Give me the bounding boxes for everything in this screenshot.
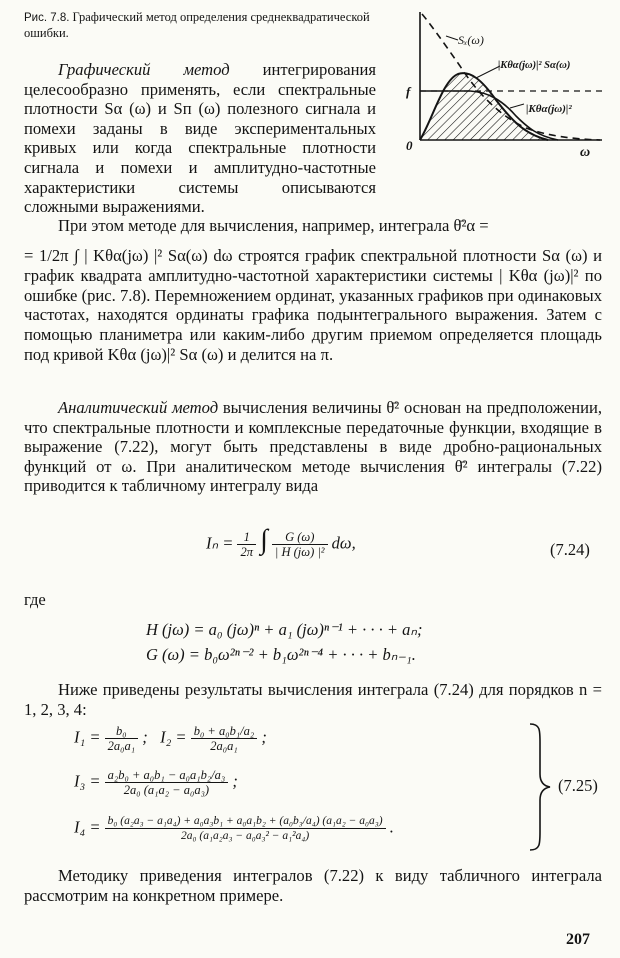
I2-lhs: I₂ = [160,727,187,747]
k-squared-label: |Kθα(jω)|² [526,103,572,115]
integral-sign: ∫ [260,524,268,556]
paragraph-results-intro: Ниже приведены результаты вычисления интеграла (7.24) для порядков n = 1, 2, 3, 4: [24,680,602,719]
I3-fraction: $\frac{\text{a₂b₀ + a₀b₁ − a₀a₁b₂/a₃}}{\text{2a₀ (a₁a₂ − a₀a₃)}}$ [105,768,229,797]
paragraph-graphical-detail-intro: При этом методе для вычисления, например, интеграла θ̄²α = [58,216,489,235]
paragraph-1-text: интегрирования целесообразно применять, если спектральные плотности Sα (ω) и Sп (ω) полезного сигнала и помехи заданы в виде экспериментальных кривых или когда спектральные плотности сигнала и помехи и амплитудно-частотные характеристики системы описываются сложными выражениями. [24,60,376,217]
figure-7-8-graph [398,8,604,162]
s-omega-label: Sₓ(ω) [458,33,484,47]
equation-7-24 [206,524,356,559]
term-analytical-method: Аналитический метод [58,398,219,417]
figure-caption [24,10,389,41]
paragraph-graphical-detail: = 1/2π ∫ | Kθα(jω) |² Sα(ω) dω строятся график спектральной плотности Sα (ω) и график квадрата амплитудно-частотной характеристики системы | Kθα (jω)|² по ошибке (рис. 7.8). Перемножением ординат, указанных графиков при одинаковых частотах, находятся ординаты графика подынтегрального выражения. Затем с помощью планиметра или каким-либо другим приемом определяется площадь под кривой Kθα (jω)|² Sα (ω) и делится на π. [24,246,602,364]
figure-caption-text: Графический метод определения среднеквадратической ошибки. [24,10,370,40]
I1-fraction: $\frac{\text{b₀}}{\text{2a₀a₁}}$ [105,724,138,753]
figure-caption-label: Рис. 7.8. [24,12,70,24]
f-label: f [406,84,411,99]
I3-lhs: I₃ = [74,771,101,791]
equation-I4: I₄ = $\frac{\text{b₀ (a₂a₃ − a₁a₄) + a₀a₃b₁ + a₀a₁b₂ + (a₀b₃/a₄) (a₁a₂ − a₀a₃)}}{\text{2a₀ (a₁a₂a₃ − a₀a₃² − a₁²a₄)}}$ . [74,815,394,842]
paragraph-3-text: вычисления величины θ̄² основан на предположении, что спектральные плотности и комплексные передаточные функции, входящие в выражение (7.22), могут быть представлены в виде дробно-рациональных функций от ω. При аналитическом методе вычисления θ̄² интегралы (7.22) приводится к табличному интегралу вида [24,398,602,496]
page-number: 207 [566,931,590,948]
equation-G: G (ω) = b₀ω²ⁿ⁻² + b₁ω²ⁿ⁻⁴ + · · · + bₙ₋₁. [146,645,416,664]
right-brace [526,722,554,852]
paragraph-conclusion: Методику приведения интегралов (7.22) к виду табличного интеграла рассмотрим на конкретном примере. [24,866,602,905]
I2-fraction: $\frac{\text{b₀ + a₀b₁/a₂}}{\text{2a₀a₁}}$ [191,724,258,753]
I4-fraction: $\frac{\text{b₀ (a₂a₃ − a₁a₄) + a₀a₃b₁ + a₀a₁b₂ + (a₀b₃/a₄) (a₁a₂ − a₀a₃)}}{\text{2a₀ (a₁a₂a₃ − a₀a₃² − a₁²a₄)}}$ [105,814,386,843]
eq24-integrand: $\frac{G (\omega)}{\text{| H (jω) |²}}$ [272,530,328,559]
equation-7-24-number: (7.24) [550,540,590,559]
paragraph-analytical-method [24,398,602,496]
equation-7-25-number: (7.25) [558,776,598,795]
origin-label: 0 [406,138,413,153]
I4-lhs: I₄ = [74,817,101,837]
eq24-tail: dω, [331,533,356,553]
paragraph-graphical-method [24,60,376,217]
eq24-prefactor: $\frac{1}{2\pi}$ [237,530,256,559]
product-label: |Kθα(jω)|² Sα(ω) [498,60,571,71]
eq24-lhs: Iₙ = [206,533,234,553]
term-graphical-method: Графический метод [58,60,230,79]
equation-I3: I₃ = $\frac{\text{a₂b₀ + a₀b₁ − a₀a₁b₂/a₃}}{\text{2a₀ (a₁a₂ − a₀a₃)}}$ ; [74,768,238,797]
omega-label: ω [580,145,591,160]
word-gde: где [24,590,46,609]
equation-I1-I2: I₁ = $\frac{\text{b₀}}{\text{2a₀a₁}}$ ; I₂ = $\frac{\text{b₀ + a₀b₁/a₂}}{\text{2a₀a₁}}$ ; [74,724,267,753]
equation-H: H (jω) = a₀ (jω)ⁿ + a₁ (jω)ⁿ⁻¹ + · · · + aₙ; [146,620,423,639]
I1-lhs: I₁ = [74,727,101,747]
